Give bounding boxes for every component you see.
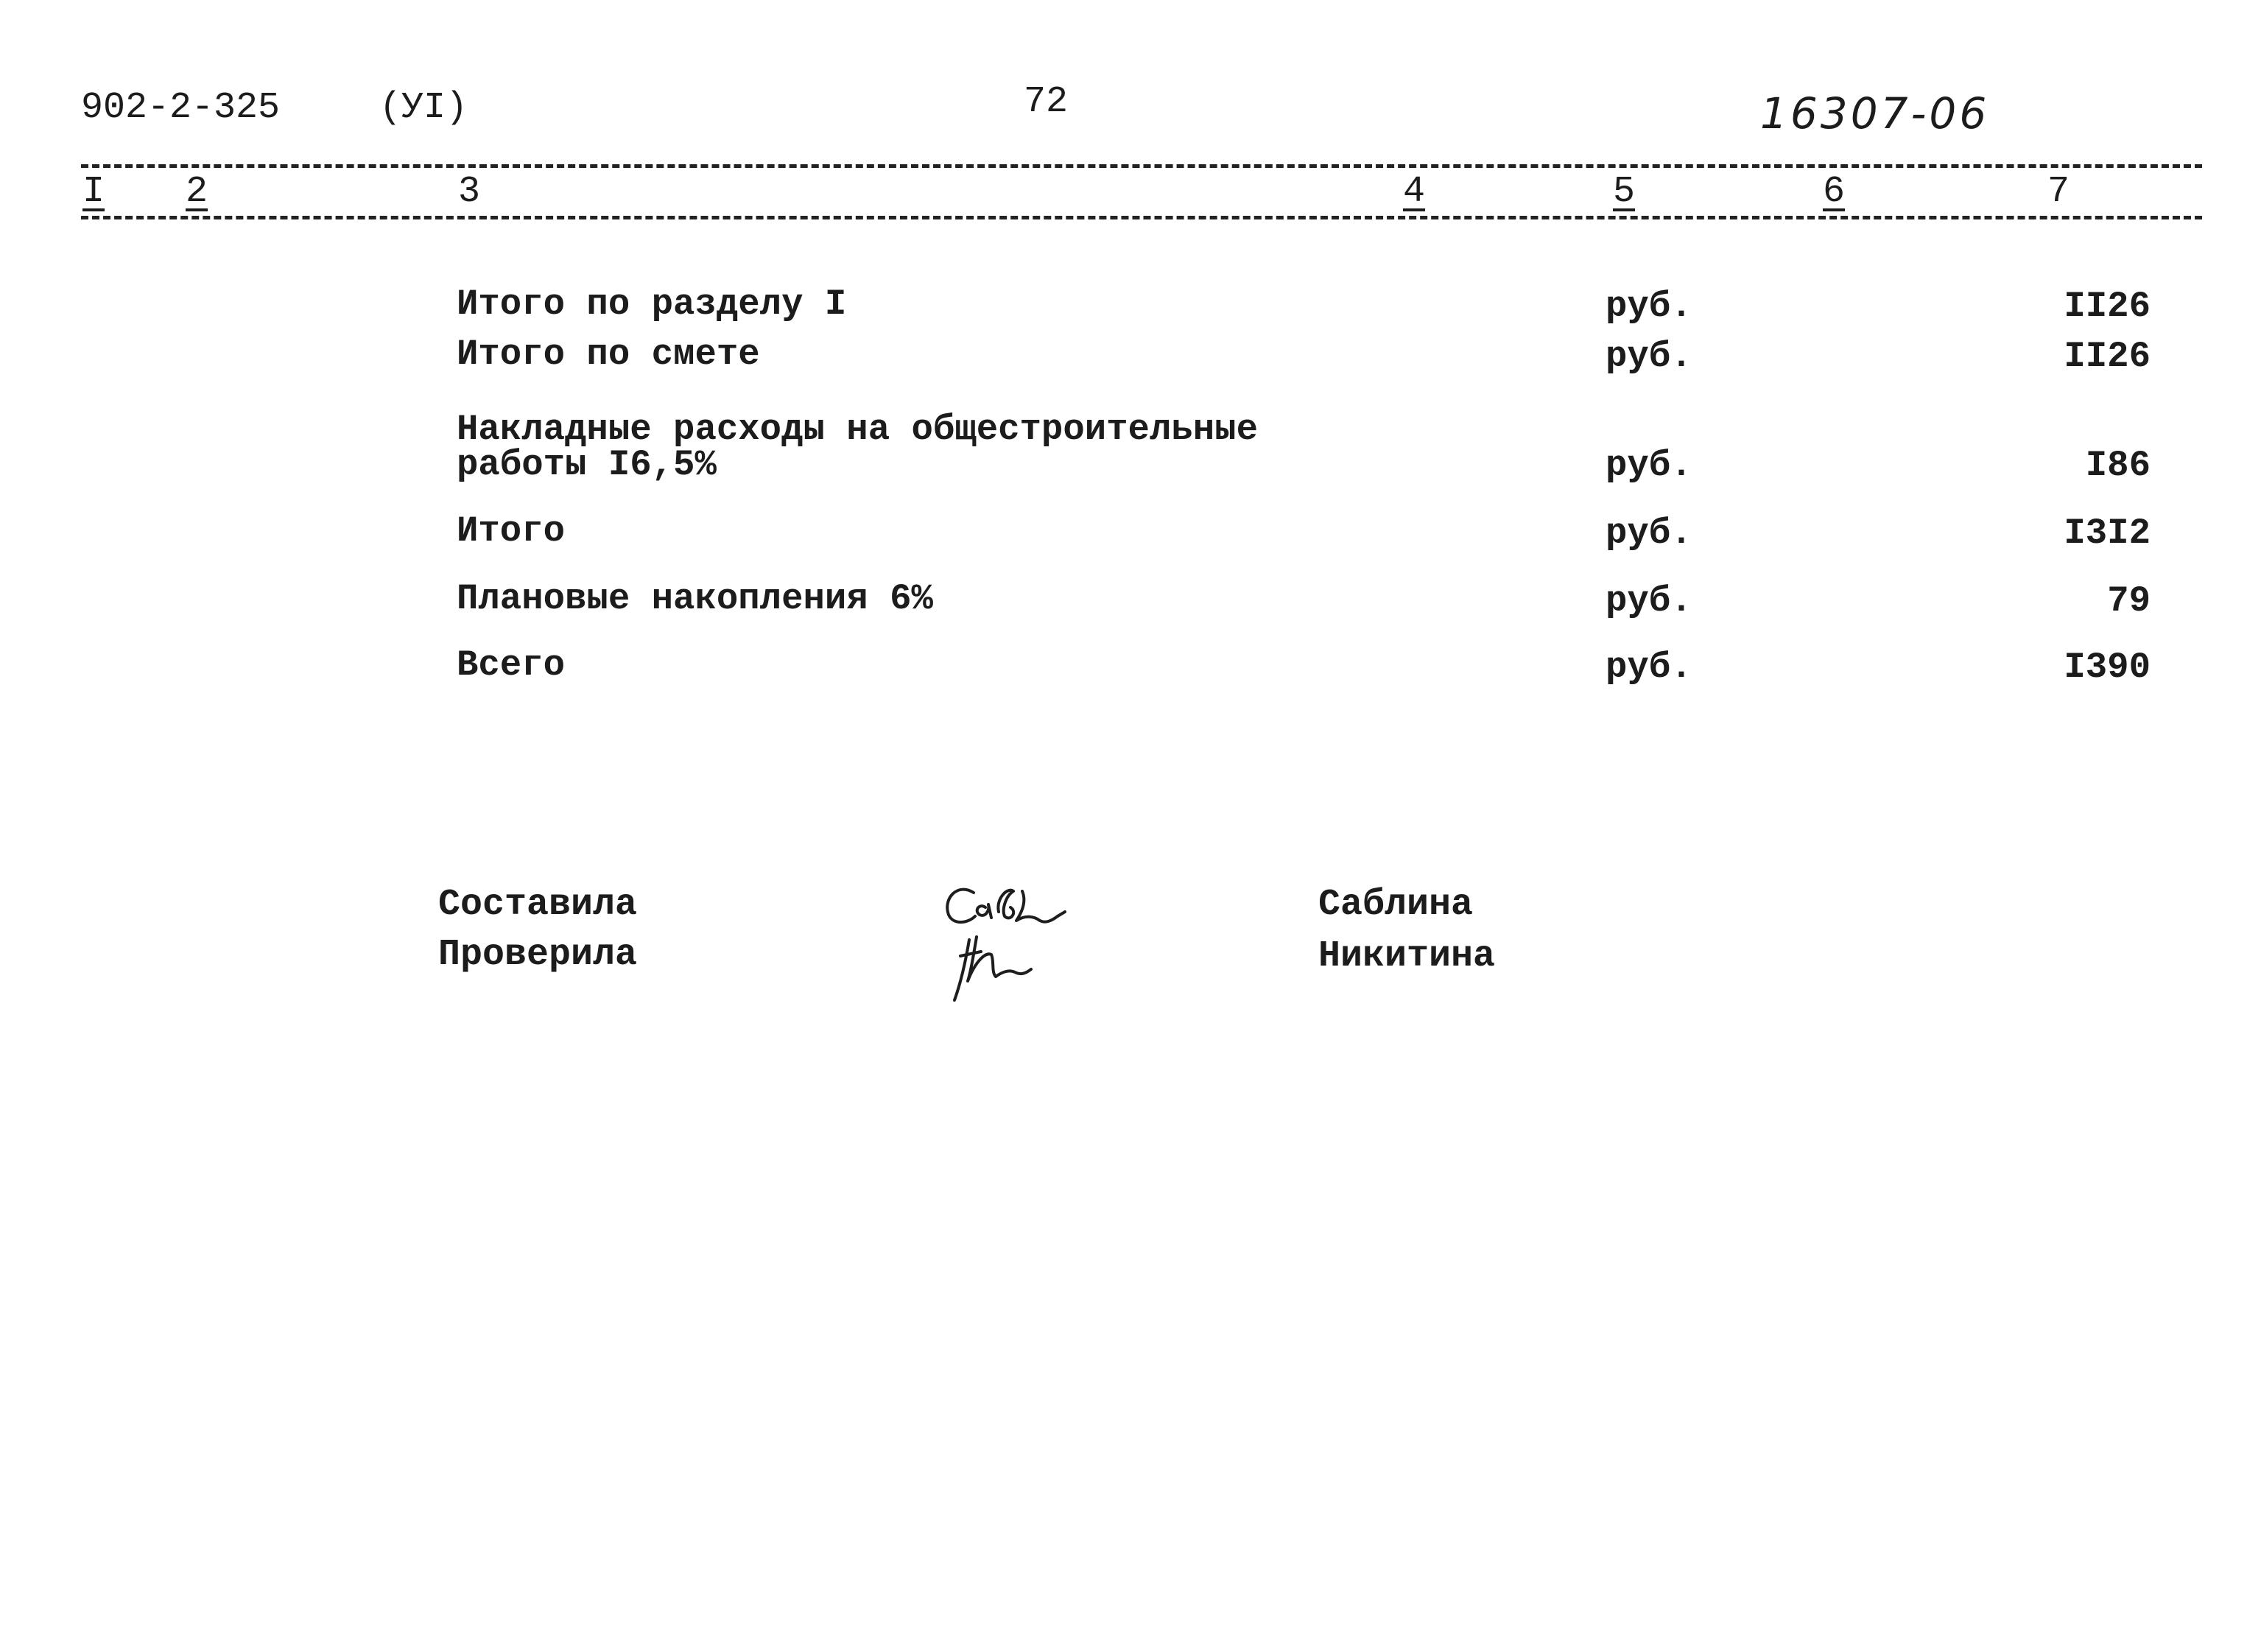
row-unit: руб. (1606, 647, 1692, 688)
row-description: Итого по разделу I (457, 284, 847, 325)
column-number-6: 6 (1823, 171, 1846, 213)
column-number-7: 7 (2047, 171, 2070, 213)
compiled-by-name: Саблина (1318, 884, 1474, 926)
checked-by-label: Проверила (438, 934, 638, 976)
header-top-rule (81, 164, 2202, 168)
column-number-5: 5 (1613, 171, 1636, 213)
table-row (457, 505, 2151, 554)
table-row (457, 573, 2151, 622)
row-amount: I390 (2064, 647, 2151, 688)
column-number-1: I (82, 171, 105, 213)
row-amount: II26 (2064, 286, 2151, 327)
document-code: 902-2-325 (81, 87, 281, 129)
row-unit: руб. (1606, 336, 1692, 377)
row-description: Всего (457, 644, 566, 686)
row-amount: I3I2 (2064, 513, 2151, 554)
row-unit: руб. (1606, 580, 1692, 622)
table-row (457, 328, 2151, 377)
compiled-by-label: Составила (438, 884, 638, 926)
row-description-line-2: работы I6,5% (457, 444, 717, 485)
row-amount: I86 (2085, 445, 2151, 486)
table-row (457, 639, 2151, 688)
row-amount: II26 (2064, 336, 2151, 377)
row-description: Плановые накопления 6% (457, 578, 933, 619)
row-description-line-1: Накладные расходы на общестроительные (457, 409, 1258, 450)
handwritten-signature (928, 869, 1105, 1016)
row-unit: руб. (1606, 286, 1692, 327)
row-unit: руб. (1606, 513, 1692, 554)
header-bottom-rule (81, 216, 2202, 219)
column-number-4: 4 (1403, 171, 1426, 213)
row-unit: руб. (1606, 445, 1692, 486)
row-amount: 79 (2107, 580, 2151, 622)
row-description: Итого по смете (457, 334, 760, 375)
column-number-3: 3 (458, 171, 481, 213)
table-row (457, 278, 2151, 327)
row-description (457, 409, 1258, 485)
checked-by-name: Никитина (1318, 935, 1496, 977)
page-number: 72 (1024, 81, 1069, 123)
document-part: (УI) (379, 87, 468, 129)
column-number-2: 2 (186, 171, 208, 213)
inventory-number: 16307-06 (1760, 88, 1990, 138)
row-description: Итого (457, 510, 566, 552)
table-row (457, 409, 2151, 486)
